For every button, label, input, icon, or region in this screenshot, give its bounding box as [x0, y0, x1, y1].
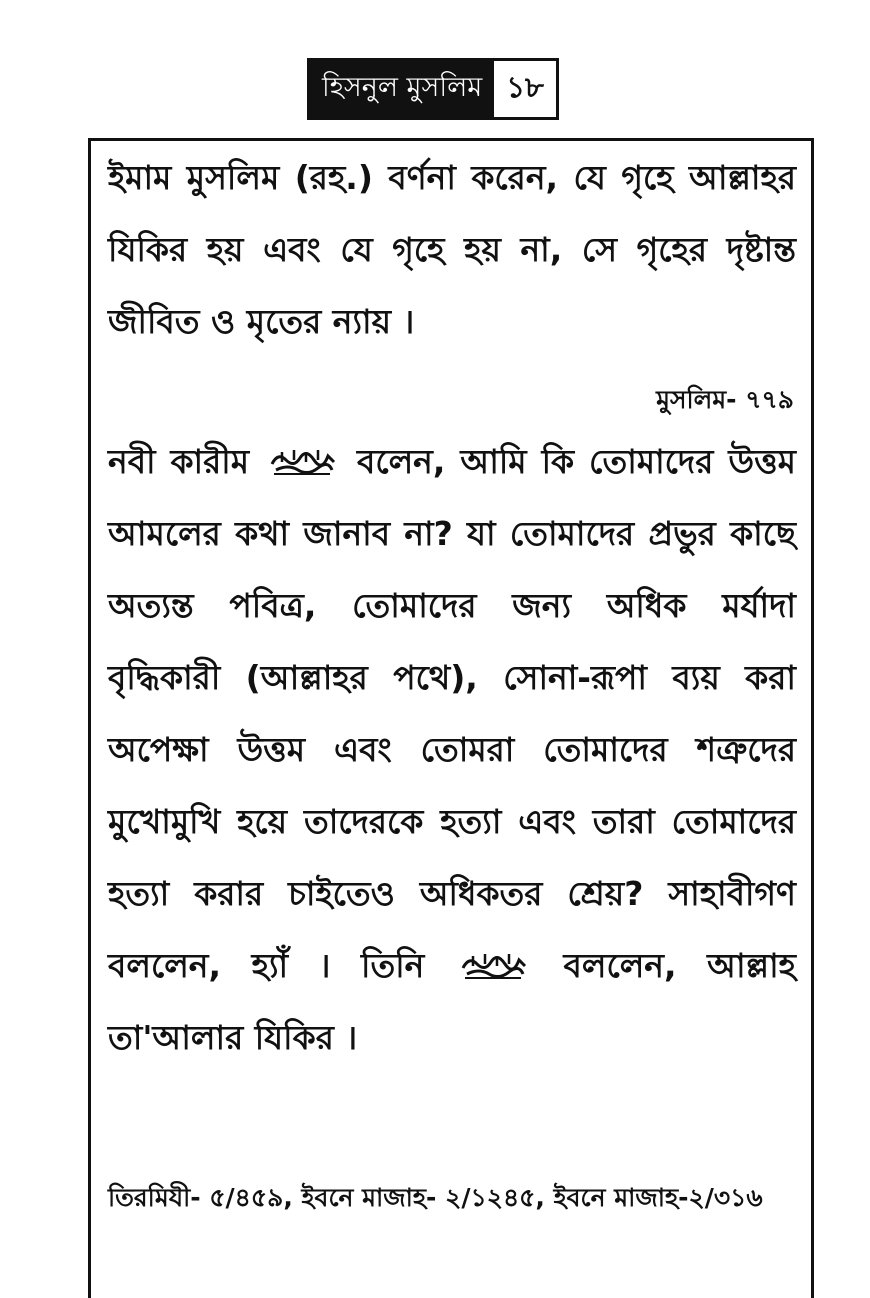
hadith-reference-2: তিরমিযী- ৫/৪৫৯, ইবনে মাজাহ- ২/১২৪৫, ইবনে মাজাহ-২/৩১৬ [108, 1183, 763, 1212]
hadith-paragraph-2 [108, 426, 796, 1074]
salawat-calligraphy-icon [268, 444, 338, 478]
page-header [307, 58, 559, 120]
hadith-text-part-2: বলেন, আমি কি তোমাদের উত্তম আমলের কথা জানাব না? যা তোমাদের প্রভুর কাছে অত্যন্ত পবিত্র, তোমাদের জন্য অধিক মর্যাদা বৃদ্ধিকারী (আল্লাহর পথে), সোনা-রূপা ব্যয় করা অপেক্ষা উত্তম এবং তোমরা তোমাদের শত্রুদের মুখোমুখি হয়ে তাদেরকে হত্যা এবং তারা তোমাদের হত্যা করার চাইতেও অধিকতর শ্রেয়? সাহাবীগণ বললেন, হ্যাঁ । তিনি [108, 442, 797, 985]
hadith-text-part-1: নবী কারীম [108, 442, 264, 481]
salawat-calligraphy-icon-2 [459, 948, 529, 982]
hadith-reference-1: মুসলিম- ৭৭৯ [656, 385, 794, 414]
hadith-paragraph-1: ইমাম মুসলিম (রহ.) বর্ণনা করেন, যে গৃহে আল্লাহর যিকির হয় এবং যে গৃহে হয় না, সে গৃহের দৃষ্টান্ত জীবিত ও মৃতের ন্যায় । [108, 158, 796, 341]
hadith-text-part-3: বললেন, আল্লাহ তা'আলার যিকির । [108, 946, 796, 1057]
page-number: ১৮ [494, 61, 556, 117]
book-title: হিসনুল মুসলিম [310, 61, 494, 117]
